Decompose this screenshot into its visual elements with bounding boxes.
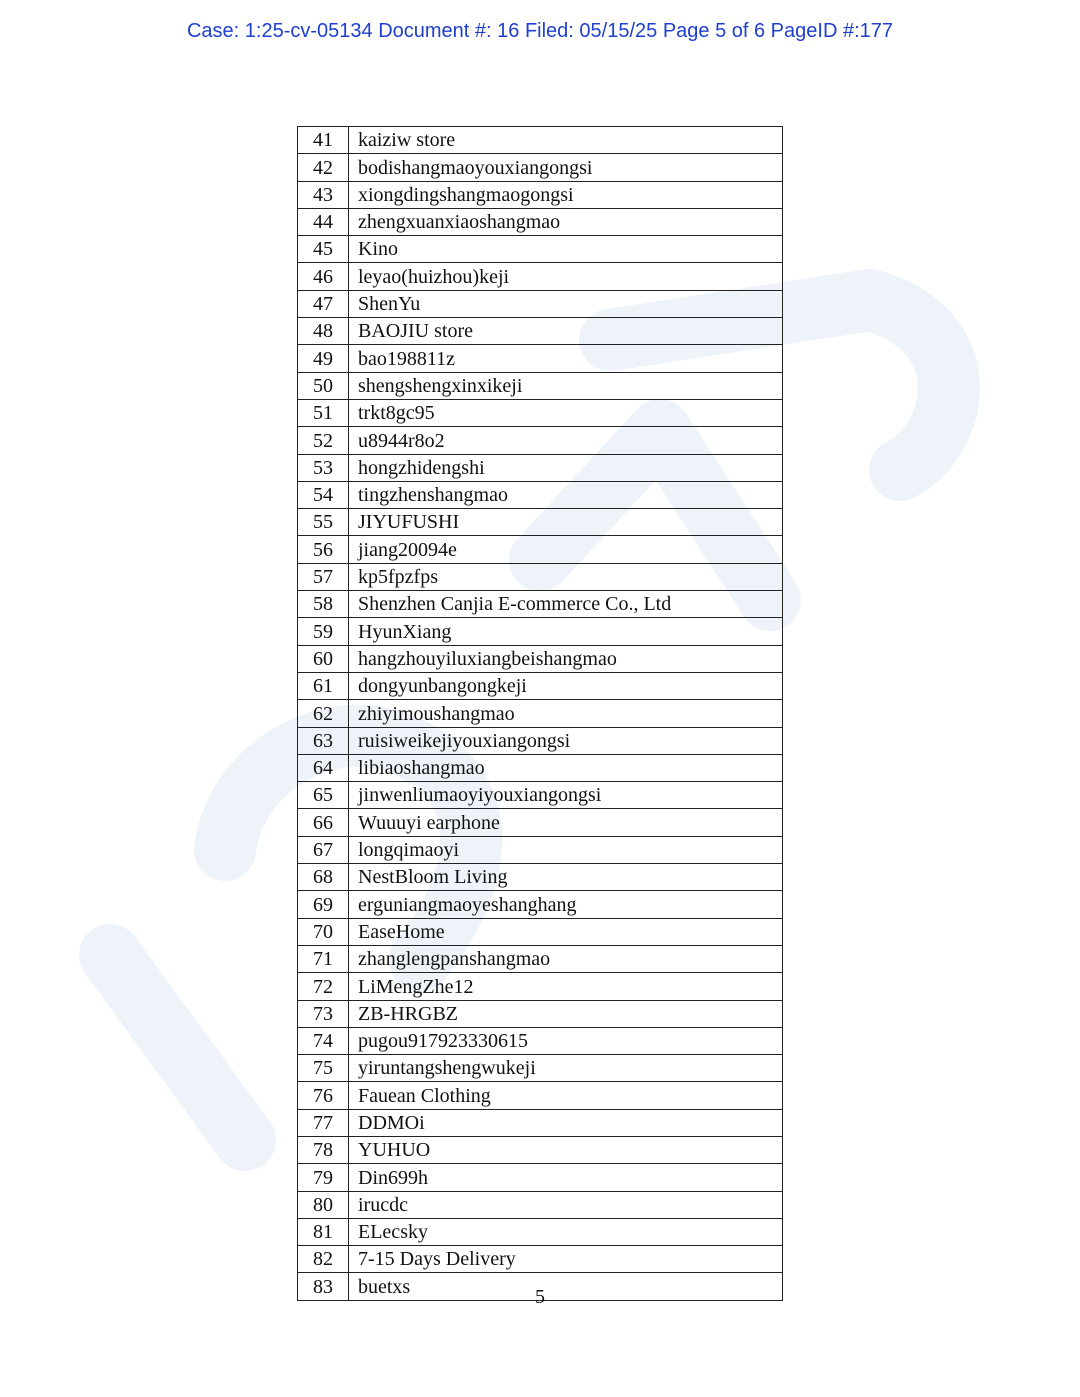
seller-name: ShenYu [349,290,783,317]
page-number: 5 [535,1286,545,1308]
row-number: 74 [298,1027,349,1054]
seller-name: zhiyimoushangmao [349,700,783,727]
seller-name: trkt8gc95 [349,399,783,426]
row-number: 56 [298,536,349,563]
table-row [298,236,783,263]
table-row [298,427,783,454]
seller-name: tingzhenshangmao [349,481,783,508]
seller-name: irucdc [349,1191,783,1218]
table-row [298,318,783,345]
table-row [298,1191,783,1218]
row-number: 46 [298,263,349,290]
seller-name: NestBloom Living [349,864,783,891]
table-row [298,208,783,235]
defendant-table [297,126,783,1301]
seller-name: LiMengZhe12 [349,973,783,1000]
row-number: 72 [298,973,349,1000]
row-number: 62 [298,700,349,727]
row-number: 79 [298,1164,349,1191]
row-number: 60 [298,645,349,672]
table-row [298,618,783,645]
row-number: 55 [298,509,349,536]
row-number: 66 [298,809,349,836]
seller-name: jiang20094e [349,536,783,563]
row-number: 52 [298,427,349,454]
table-row [298,945,783,972]
row-number: 81 [298,1218,349,1245]
row-number: 69 [298,891,349,918]
row-number: 59 [298,618,349,645]
row-number: 63 [298,727,349,754]
table-row [298,645,783,672]
seller-name: Din699h [349,1164,783,1191]
seller-name: BAOJIU store [349,318,783,345]
table-row [298,1055,783,1082]
table-row [298,127,783,154]
row-number: 47 [298,290,349,317]
defendant-table-body [298,127,783,1301]
row-number: 68 [298,864,349,891]
seller-name: DDMOi [349,1109,783,1136]
row-number: 44 [298,208,349,235]
row-number: 73 [298,1000,349,1027]
row-number: 42 [298,154,349,181]
table-row [298,509,783,536]
table-row [298,536,783,563]
table-row [298,836,783,863]
seller-name: JIYUFUSHI [349,509,783,536]
table-row [298,345,783,372]
table-row [298,891,783,918]
row-number: 58 [298,591,349,618]
seller-name: dongyunbangongkeji [349,672,783,699]
row-number: 64 [298,754,349,781]
seller-name: hongzhidengshi [349,454,783,481]
row-number: 78 [298,1136,349,1163]
row-number: 54 [298,481,349,508]
table-row [298,563,783,590]
row-number: 71 [298,945,349,972]
seller-name: zhengxuanxiaoshangmao [349,208,783,235]
seller-name: xiongdingshangmaogongsi [349,181,783,208]
table-row [298,809,783,836]
row-number: 50 [298,372,349,399]
row-number: 70 [298,918,349,945]
seller-name: yiruntangshengwukeji [349,1055,783,1082]
seller-name: ruisiweikejiyouxiangongsi [349,727,783,754]
row-number: 49 [298,345,349,372]
seller-name: ZB-HRGBZ [349,1000,783,1027]
table-row [298,1000,783,1027]
seller-name: ELecsky [349,1218,783,1245]
table-row [298,454,783,481]
row-number: 82 [298,1246,349,1273]
row-number: 80 [298,1191,349,1218]
table-row [298,727,783,754]
row-number: 45 [298,236,349,263]
table-row [298,1027,783,1054]
table-row [298,672,783,699]
seller-name: kaiziw store [349,127,783,154]
table-row [298,591,783,618]
seller-name: erguniangmaoyeshanghang [349,891,783,918]
seller-name: longqimaoyi [349,836,783,863]
row-number: 57 [298,563,349,590]
table-row [298,1164,783,1191]
table-row [298,1136,783,1163]
seller-name: Wuuuyi earphone [349,809,783,836]
row-number: 61 [298,672,349,699]
row-number: 41 [298,127,349,154]
row-number: 48 [298,318,349,345]
seller-name: libiaoshangmao [349,754,783,781]
table-row [298,864,783,891]
row-number: 43 [298,181,349,208]
row-number: 51 [298,399,349,426]
seller-name: Kino [349,236,783,263]
table-row [298,973,783,1000]
table-row [298,1218,783,1245]
table-row [298,181,783,208]
table-row [298,290,783,317]
seller-name: 7-15 Days Delivery [349,1246,783,1273]
seller-name: shengshengxinxikeji [349,372,783,399]
seller-name: jinwenliumaoyiyouxiangongsi [349,782,783,809]
row-number: 65 [298,782,349,809]
case-header: Case: 1:25-cv-05134 Document #: 16 Filed: 05/15/25 Page 5 of 6 PageID #:177 [186,20,893,42]
row-number: 53 [298,454,349,481]
table-row [298,154,783,181]
row-number: 67 [298,836,349,863]
seller-name: HyunXiang [349,618,783,645]
row-number: 83 [298,1273,349,1300]
seller-name: hangzhouyiluxiangbeishangmao [349,645,783,672]
table-row [298,263,783,290]
table-row [298,918,783,945]
table-row [298,1246,783,1273]
row-number: 76 [298,1082,349,1109]
table-row [298,481,783,508]
seller-name: kp5fpzfps [349,563,783,590]
table-row [298,754,783,781]
seller-name: bao198811z [349,345,783,372]
seller-name: bodishangmaoyouxiangongsi [349,154,783,181]
row-number: 77 [298,1109,349,1136]
table-row [298,372,783,399]
table-row [298,399,783,426]
row-number: 75 [298,1055,349,1082]
seller-name: EaseHome [349,918,783,945]
table-row [298,1109,783,1136]
seller-name: buetxs [349,1273,783,1300]
seller-name: u8944r8o2 [349,427,783,454]
seller-name: YUHUO [349,1136,783,1163]
seller-name: zhanglengpanshangmao [349,945,783,972]
seller-name: leyao(huizhou)keji [349,263,783,290]
seller-name: pugou917923330615 [349,1027,783,1054]
seller-name: Shenzhen Canjia E-commerce Co., Ltd [349,591,783,618]
table-row [298,700,783,727]
table-row [298,782,783,809]
seller-name: Fauean Clothing [349,1082,783,1109]
table-row [298,1082,783,1109]
